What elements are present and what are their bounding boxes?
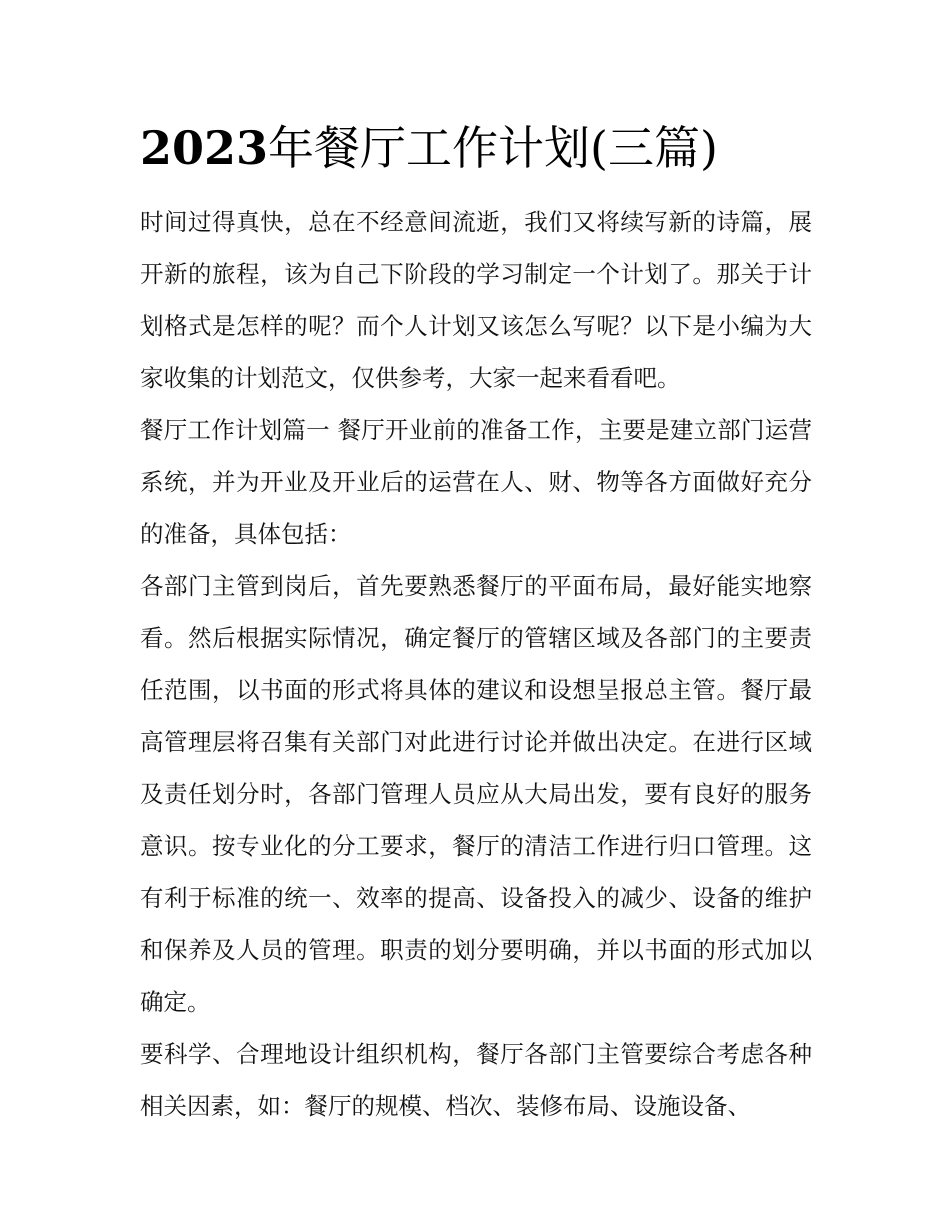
paragraph-organization: 要科学、合理地设计组织机构，餐厅各部门主管要综合考虑各种相关因素，如：餐厅的规模、档次、装修布局、设施设备、	[140, 1040, 812, 1120]
paragraph-intro: 时间过得真快，总在不经意间流逝，我们又将续写新的诗篇，展开新的旅程，该为自己下阶段的学习制定一个计划了。那关于计划格式是怎样的呢？而个人计划又该怎么写呢？以下是小编为大家收集的计划范文，仅供参考，大家一起来看看吧。	[140, 208, 812, 392]
title-text: 年餐厅工作计划(三篇)	[268, 121, 718, 175]
paragraph-plan-one: 餐厅工作计划篇一 餐厅开业前的准备工作，主要是建立部门运营系统，并为开业及开业后的运营在人、财、物等各方面做好充分的准备，具体包括：	[140, 416, 812, 548]
document-title	[140, 118, 820, 178]
paragraph-department-duties: 各部门主管到岗后，首先要熟悉餐厅的平面布局，最好能实地察看。然后根据实际情况，确定餐厅的管辖区域及各部门的主要责任范围，以书面的形式将具体的建议和设想呈报总主管。餐厅最高管理层将召集有关部门对此进行讨论并做出决定。在进行区域及责任划分时，各部门管理人员应从大局出发，要有良好的服务意识。按专业化的分工要求，餐厅的清洁工作进行归口管理。这有利于标准的统一、效率的提高、设备投入的减少、设备的维护和保养及人员的管理。职责的划分要明确，并以书面的形式加以确定。	[140, 572, 812, 1016]
title-year: 2023	[140, 121, 269, 175]
document-body	[140, 196, 812, 1132]
